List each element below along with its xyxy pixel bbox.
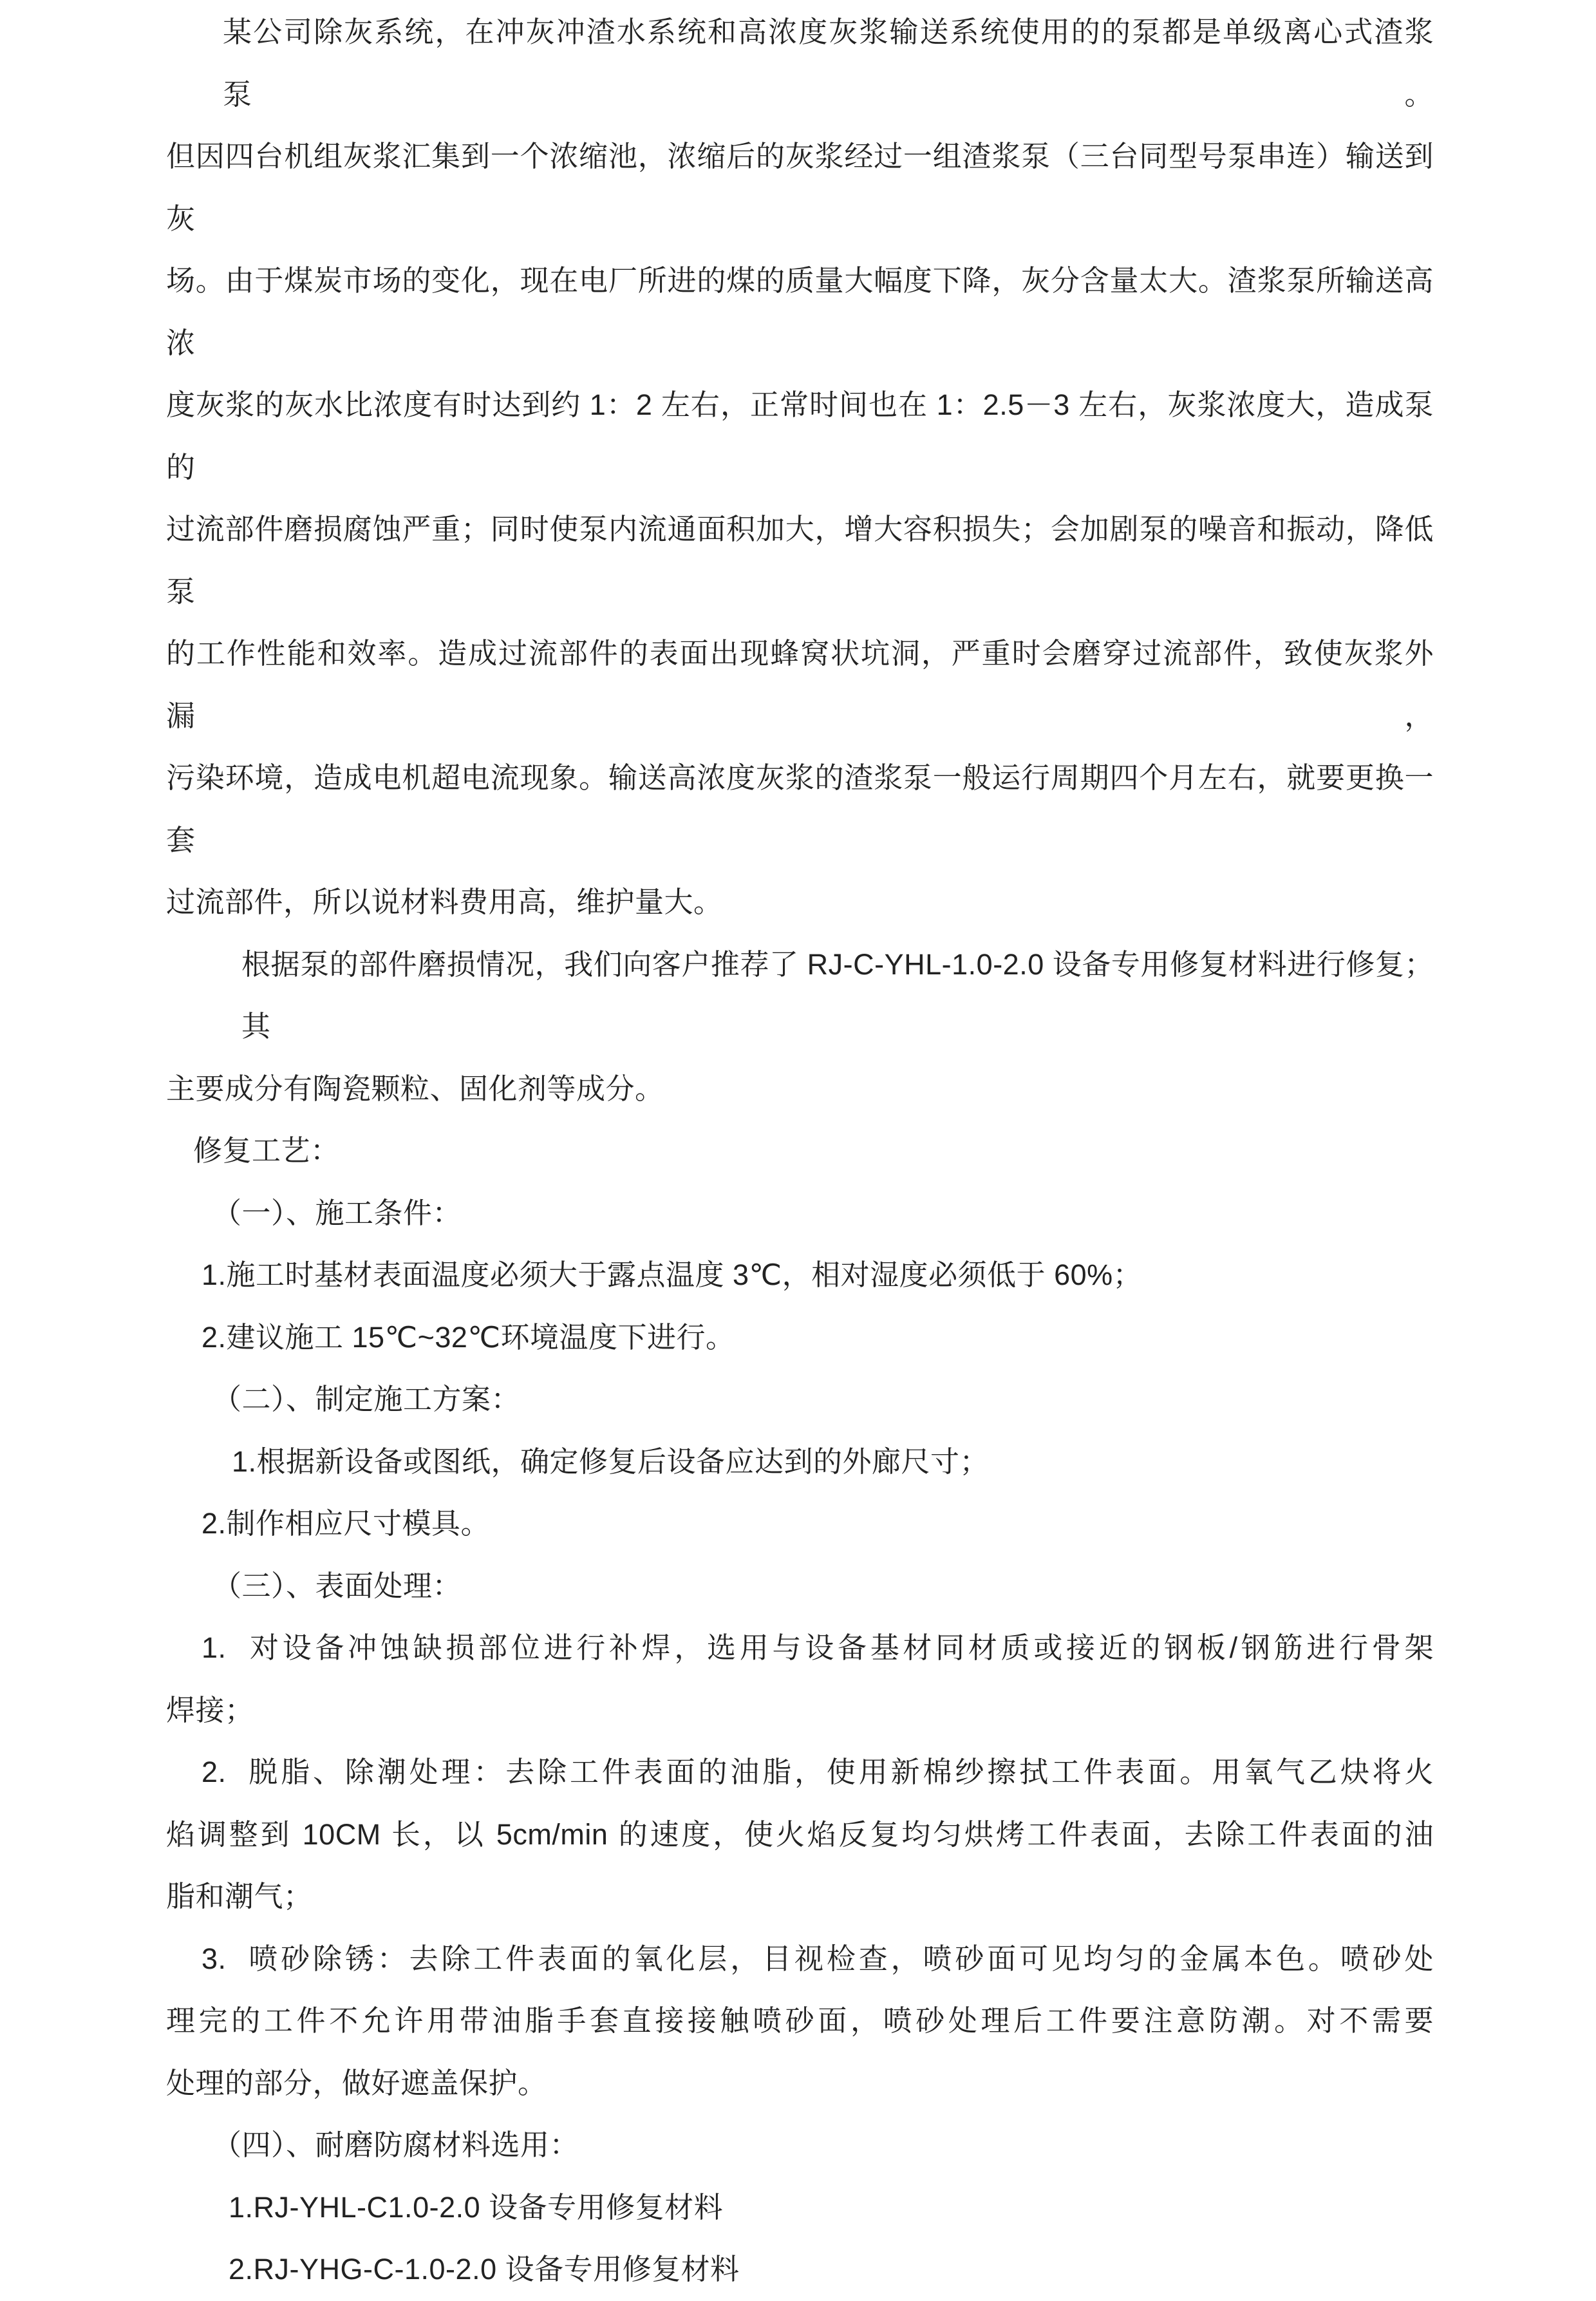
text-line-5: 过流部件磨损腐蚀严重；同时使泵内流通面积加大，增大容积损失；会加剧泵的噪音和振动，降低泵 [166, 513, 1434, 608]
text-line-29: 2.RJ-YHG-C-1.0-2.0 设备专用修复材料 [229, 2253, 740, 2286]
text-line-18: （三）、表面处理： [212, 1569, 462, 1602]
text-line-13: 1.施工时基材表面温度必须大于露点温度 3℃，相对湿度必须低于 60%； [202, 1258, 1143, 1291]
text-line-14: 2.建议施工 15℃~32℃环境温度下进行。 [202, 1320, 735, 1354]
text-line-2: 但因四台机组灰浆汇集到一个浓缩池，浓缩后的灰浆经过一组渣浆泵（三台同型号泵串连）输送到灰 [166, 140, 1434, 235]
text-line-26: 处理的部分，做好遮盖保护。 [166, 2066, 547, 2099]
text-line-10: 主要成分有陶瓷颗粒、固化剂等成分。 [166, 1072, 664, 1105]
text-line-8: 过流部件，所以说材料费用高，维护量大。 [166, 885, 723, 918]
text-line-22: 焰调整到 10CM 长，以 5cm/min 的速度，使火焰反复均匀烘烤工件表面，去除工件表面的油 [166, 1817, 1434, 1851]
text-line-28: 1.RJ-YHL-C1.0-2.0 设备专用修复材料 [229, 2190, 724, 2224]
text-line-20: 焊接； [166, 1693, 254, 1727]
text-line-1: 某公司除灰系统，在冲灰冲渣水系统和高浓度灰浆输送系统使用的的泵都是单级离心式渣浆泵。 [223, 15, 1434, 111]
text-line-27: （四）、耐磨防腐材料选用： [212, 2128, 579, 2161]
text-line-11: 修复工艺： [193, 1134, 340, 1167]
text-line-21: 2. 脱脂、除潮处理：去除工件表面的油脂，使用新棉纱擦拭工件表面。用氧气乙炔将火 [202, 1756, 1434, 1788]
document-content [166, 1, 1434, 2301]
text-line-15: （二）、制定施工方案： [212, 1383, 521, 1416]
text-line-24: 3. 喷砂除锈：去除工件表面的氧化层，目视检查，喷砂面可见均匀的金属本色。喷砂处 [202, 1942, 1434, 1975]
text-line-17: 2.制作相应尺寸模具。 [202, 1507, 491, 1540]
text-line-7: 污染环境，造成电机超电流现象。输送高浓度灰浆的渣浆泵一般运行周期四个月左右，就要更换一套 [166, 761, 1434, 857]
text-line-25: 理完的工件不允许用带油脂手套直接接触喷砂面，喷砂处理后工件要注意防潮。对不需要 [166, 2004, 1434, 2037]
text-line-9: 根据泵的部件磨损情况，我们向客户推荐了 RJ-C-YHL-1.0-2.0 设备专用修复材料进行修复；其 [241, 947, 1434, 1043]
text-line-16: 1.根据新设备或图纸，确定修复后设备应达到的外廊尺寸； [232, 1444, 990, 1478]
text-line-23: 脂和潮气； [166, 1880, 313, 1913]
text-line-19: 1. 对设备冲蚀缺损部位进行补焊，选用与设备基材同材质或接近的钢板/钢筋进行骨架 [202, 1631, 1434, 1664]
text-line-12: （一）、施工条件： [212, 1196, 462, 1229]
text-line-3: 场。由于煤炭市场的变化，现在电厂所进的煤的质量大幅度下降，灰分含量太大。渣浆泵所输送高浓 [166, 264, 1434, 359]
text-line-6: 的工作性能和效率。造成过流部件的表面出现蜂窝状坑洞，严重时会磨穿过流部件，致使灰浆外漏， [166, 637, 1434, 732]
text-line-4: 度灰浆的灰水比浓度有时达到约 1：2 左右，正常时间也在 1：2.5－3 左右，灰浆浓度大，造成泵的 [166, 388, 1434, 484]
